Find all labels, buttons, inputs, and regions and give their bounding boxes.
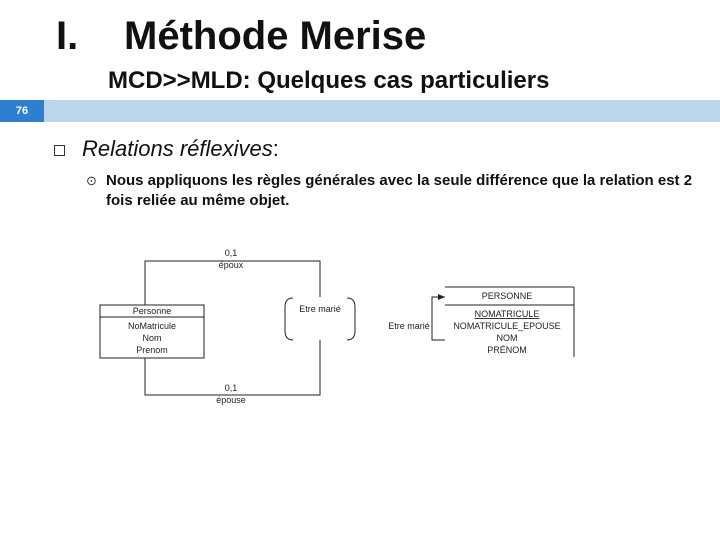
association-name: Etre marié <box>299 304 341 314</box>
mcd-entity-name: Personne <box>132 306 172 316</box>
title-text: Méthode Merise <box>124 14 427 58</box>
association-right-bracket <box>347 298 355 340</box>
title-band-light <box>44 100 720 122</box>
section-heading <box>82 136 279 162</box>
mld-fk-loop <box>432 297 445 340</box>
merise-diagram <box>95 245 585 410</box>
mld-field-1: NOM <box>496 333 518 343</box>
square-bullet-icon <box>54 145 65 156</box>
mld-fk-label: Etre marié <box>388 321 430 331</box>
circle-bullet-icon: ⊙ <box>86 173 97 188</box>
section-number: I. <box>56 14 79 58</box>
mld-fields-line: NOMATRICULE_EPOUSE <box>453 321 561 331</box>
heading-colon: : <box>272 136 279 161</box>
mld-field-2: PRÉNOM <box>487 345 527 355</box>
bottom-cardinality: 0,1 <box>224 383 238 393</box>
top-cardinality: 0,1 <box>224 248 238 258</box>
mld-entity-name: PERSONNE <box>481 291 533 301</box>
mld-key: NOMATRICULE <box>474 309 540 319</box>
association-left-bracket <box>285 298 293 340</box>
bullet-text: Nous appliquons les règles générales avec la seule différence que la relation est 2 fois reliée au même objet. <box>106 172 693 209</box>
mcd-attr-3: Prenom <box>136 345 168 355</box>
heading-text: Relations réflexives <box>82 136 273 161</box>
page-title <box>56 14 426 59</box>
bottom-role: épouse <box>216 395 246 405</box>
mcd-attr-1: NoMatricule <box>127 321 177 331</box>
slide-number: 76 <box>15 105 29 117</box>
mcd-attr-2: Nom <box>142 333 162 343</box>
top-role: époux <box>218 260 244 270</box>
page-subtitle: MCD>>MLD: Quelques cas particuliers <box>108 67 550 94</box>
mld-fk-arrow-icon <box>438 294 445 300</box>
